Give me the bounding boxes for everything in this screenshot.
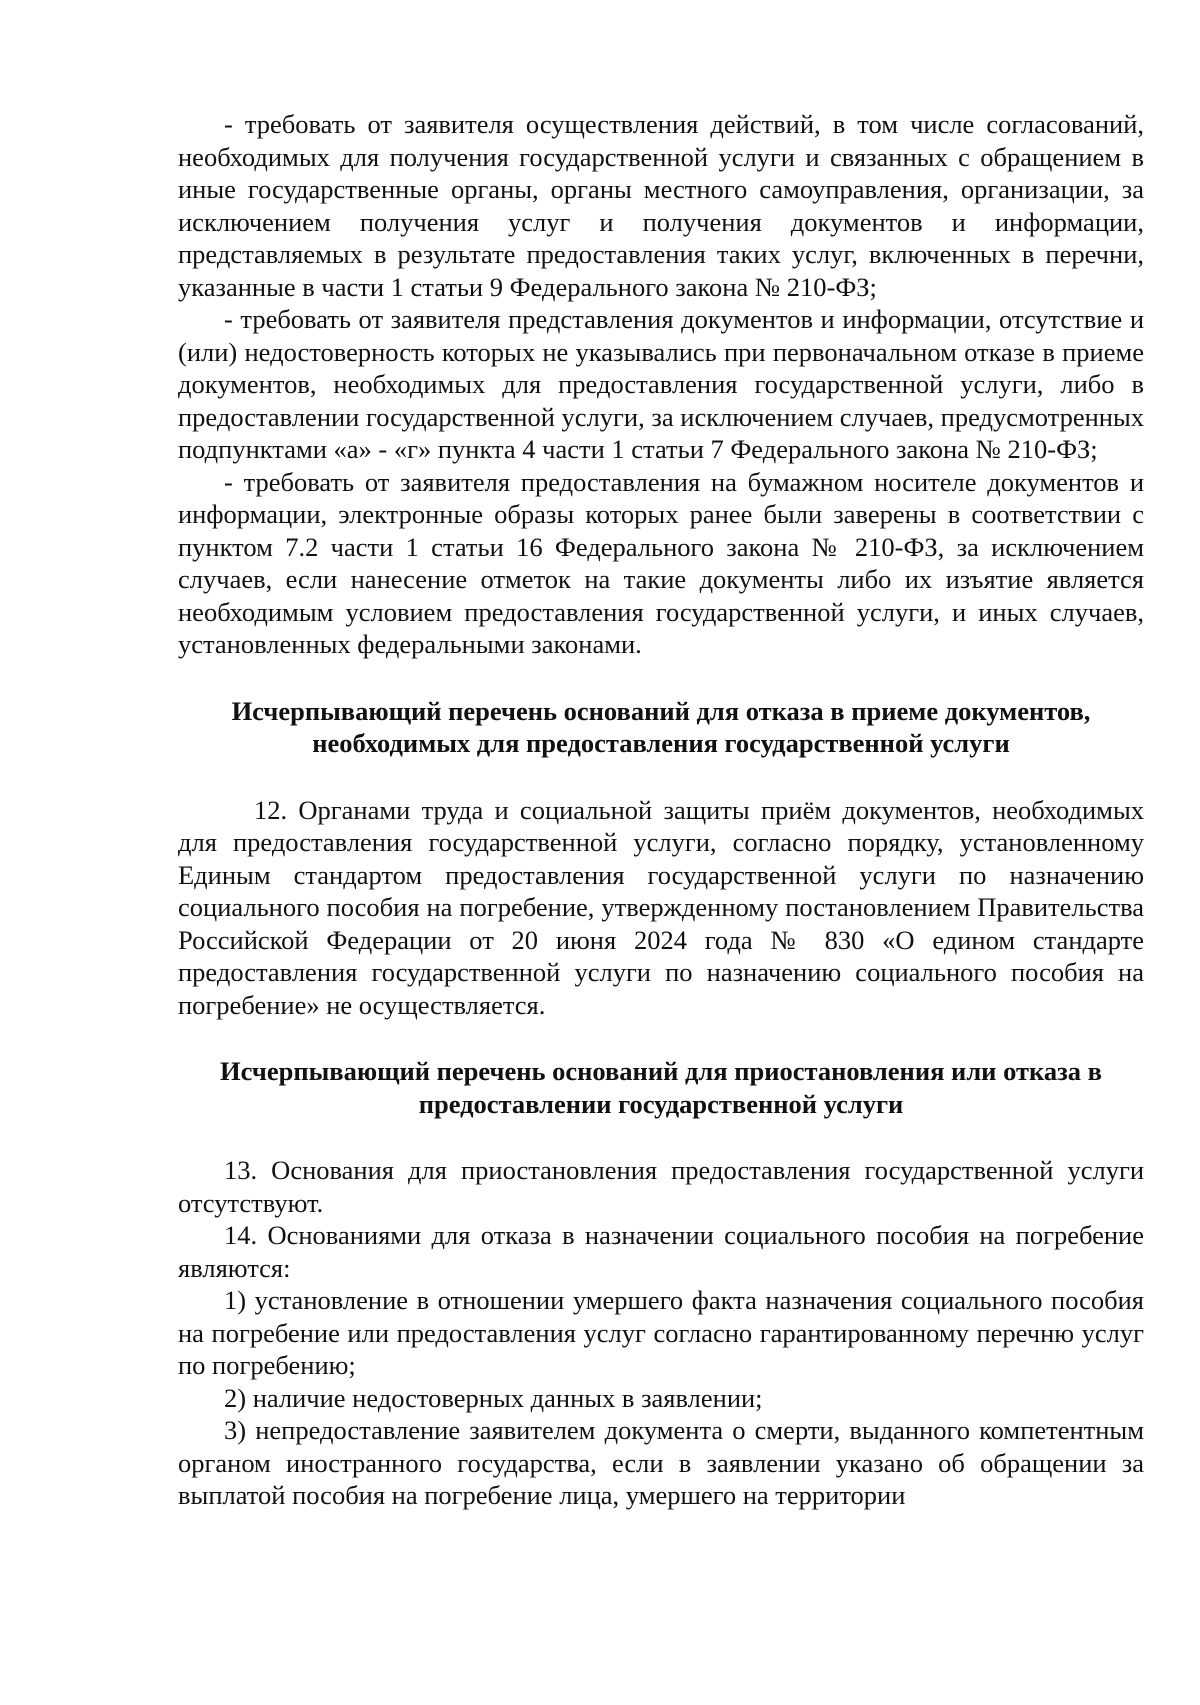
section-heading-refusal-acceptance [178,695,1144,760]
spacer [178,760,1144,794]
list-item-2: 2) наличие недостоверных данных в заявлении; [224,1382,763,1413]
list-item-1: 1) установление в отношении умершего факта назначения социального пособия на погребение или предоставления услуг согласно гарантированному перечню услуг по погребению; [178,1285,1144,1380]
heading-line: необходимых для предоставления государственной услуги [312,728,1010,758]
paragraph-14: 14. Основаниями для отказа в назначении социального пособия на погребение являются: [178,1220,1144,1283]
section-heading-suspension-refusal [178,1055,1144,1120]
paragraph-requirement-1: - требовать от заявителя осуществления действий, в том числе согласований, необходимых для получения государственной услуги и связанных с обращением в иные государственные органы, органы местного самоуправления, организации, за исключением получения услуг и получения документов и информации, представляемых в результате предоставления таких услуг, включенных в перечни, указанные в части 1 статьи 9 Федерального закона № 210-ФЗ; [178,109,1144,302]
heading-line: предоставлении государственной услуги [418,1088,904,1119]
paragraph-requirement-2: - требовать от заявителя представления документов и информации, отсутствие и (или) недостоверность которых не указывались при первоначальном отказе в приеме документов, необходимых для предоставления государственной услуги, либо в предоставлении государственной услуги, за исключением случаев, предусмотренных подпунктами «а» - «г» пункта 4 части 1 статьи 7 Федерального закона № 210-ФЗ; [178,304,1144,464]
heading-line: Исчерпывающий перечень оснований для отказа в приеме документов, [231,695,1091,726]
paragraph-12: 12. Органами труда и социальной защиты приём документов, необходимых для предоставления государственной услуги, согласно порядку, установленному Единым стандартом предоставления государственной услуги по назначению социального пособия на погребение, утвержденному постановлением Правительства Российской Федерации от 20 июня 2024 года № 830 «О едином стандарте предоставления государственной услуги по назначению социального пособия на погребение» не осуществляется. [178,794,1144,1020]
spacer [178,1021,1144,1055]
paragraph-13: 13. Основания для приостановления предоставления государственной услуги отсутствуют. [178,1155,1144,1218]
list-item-3: 3) непредоставление заявителем документа о смерти, выданного компетентным органом иностранного государства, если в заявлении указано об обращении за выплатой пособия на погребение лица, умершего на территории [178,1415,1144,1510]
spacer [178,661,1144,695]
paragraph-requirement-3: - требовать от заявителя предоставления на бумажном носителе документов и информации, электронные образы которых ранее были заверены в соответствии с пунктом 7.2 части 1 статьи 16 Федерального закона № 210-ФЗ, за исключением случаев, если нанесение отметок на такие документы либо их изъятие является необходимым условием предоставления государственной услуги, и иных случаев, установленных федеральными законами. [178,466,1144,659]
heading-line: Исчерпывающий перечень оснований для приостановления или отказа в [220,1056,1102,1086]
document-page [178,108,1144,1512]
spacer [178,1120,1144,1154]
